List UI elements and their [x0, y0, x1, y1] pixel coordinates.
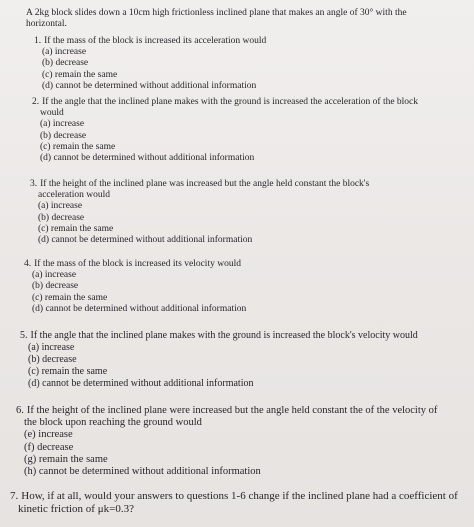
question-1 — [34, 36, 434, 92]
option-d: (d) cannot be determined without additional information — [28, 378, 254, 389]
question-number: 2. — [32, 97, 40, 107]
question-4 — [24, 259, 444, 315]
option-d: (d) cannot be determined without additional information — [42, 80, 257, 91]
option-a: (a) increase — [32, 270, 77, 281]
question-number: 7. — [10, 490, 19, 502]
option-a: (a) increase — [40, 119, 85, 130]
option-c: (c) remain the same — [40, 141, 116, 152]
option-list — [20, 342, 450, 390]
question-stem — [20, 330, 450, 342]
question-text: If the height of the inclined plane were increased but the angle held constant the of the velocity of — [26, 405, 438, 416]
option-list — [30, 201, 440, 246]
option-a: (a) increase — [28, 342, 75, 353]
option-c: (c) remain the same — [32, 292, 108, 303]
question-7 — [10, 490, 465, 516]
option-b: (b) decrease — [28, 354, 77, 365]
option-b: (b) decrease — [42, 58, 89, 69]
option-list — [24, 270, 444, 315]
option-b: (b) decrease — [32, 281, 79, 292]
question-5 — [20, 330, 450, 390]
option-c: (c) remain the same — [42, 69, 118, 80]
option-c: (c) remain the same — [38, 223, 114, 234]
question-stem — [10, 490, 465, 516]
problem-intro: A 2kg block slides down a 10cm high frictionless inclined plane that makes an angle of 30° with the horizontal. — [26, 8, 407, 29]
question-stem — [34, 36, 434, 47]
option-d: (d) cannot be determined without additional information — [32, 303, 247, 314]
option-b: (b) decrease — [38, 212, 85, 223]
question-text-continued: would — [40, 108, 64, 119]
question-stem — [32, 97, 442, 119]
question-text: If the height of the inclined plane was increased but the angle held constant the block's — [40, 179, 370, 189]
question-text-continued: the block upon reaching the ground would — [24, 417, 202, 429]
option-h: (h) cannot be determined without additional information — [24, 466, 261, 478]
question-text: If the angle that the inclined plane makes with the ground is increased the block's velocity would — [30, 330, 418, 341]
question-text: If the mass of the block is increased its velocity would — [34, 259, 241, 269]
question-stem — [16, 405, 456, 429]
question-number: 6. — [16, 405, 24, 416]
question-text-continued: kinetic friction of μk=0.3? — [18, 503, 134, 515]
question-6 — [16, 405, 456, 478]
question-number: 3. — [30, 179, 38, 189]
question-text-continued: acceleration would — [38, 190, 111, 201]
question-number: 5. — [20, 330, 28, 341]
option-f: (f) decrease — [24, 441, 74, 453]
question-stem — [30, 179, 440, 201]
question-text: How, if at all, would your answers to questions 1-6 change if the inclined plane had a coefficient of — [21, 490, 458, 502]
option-a: (a) increase — [42, 47, 87, 58]
question-2 — [32, 97, 442, 164]
question-number: 1. — [34, 36, 42, 46]
option-c: (c) remain the same — [28, 366, 108, 377]
option-list — [34, 47, 434, 92]
question-text: If the angle that the inclined plane makes with the ground is increased the acceleration of the block — [42, 97, 419, 107]
option-list — [32, 119, 442, 164]
option-d: (d) cannot be determined without additional information — [40, 153, 255, 164]
option-d: (d) cannot be determined without additional information — [38, 235, 253, 246]
question-number: 4. — [24, 259, 32, 269]
option-a: (a) increase — [38, 201, 83, 212]
question-3 — [30, 179, 440, 246]
option-g: (g) remain the same — [24, 453, 108, 465]
question-stem — [24, 259, 444, 270]
option-list — [16, 429, 456, 478]
option-e: (e) increase — [24, 429, 73, 441]
option-b: (b) decrease — [40, 130, 87, 141]
question-text: If the mass of the block is increased its acceleration would — [44, 36, 267, 46]
